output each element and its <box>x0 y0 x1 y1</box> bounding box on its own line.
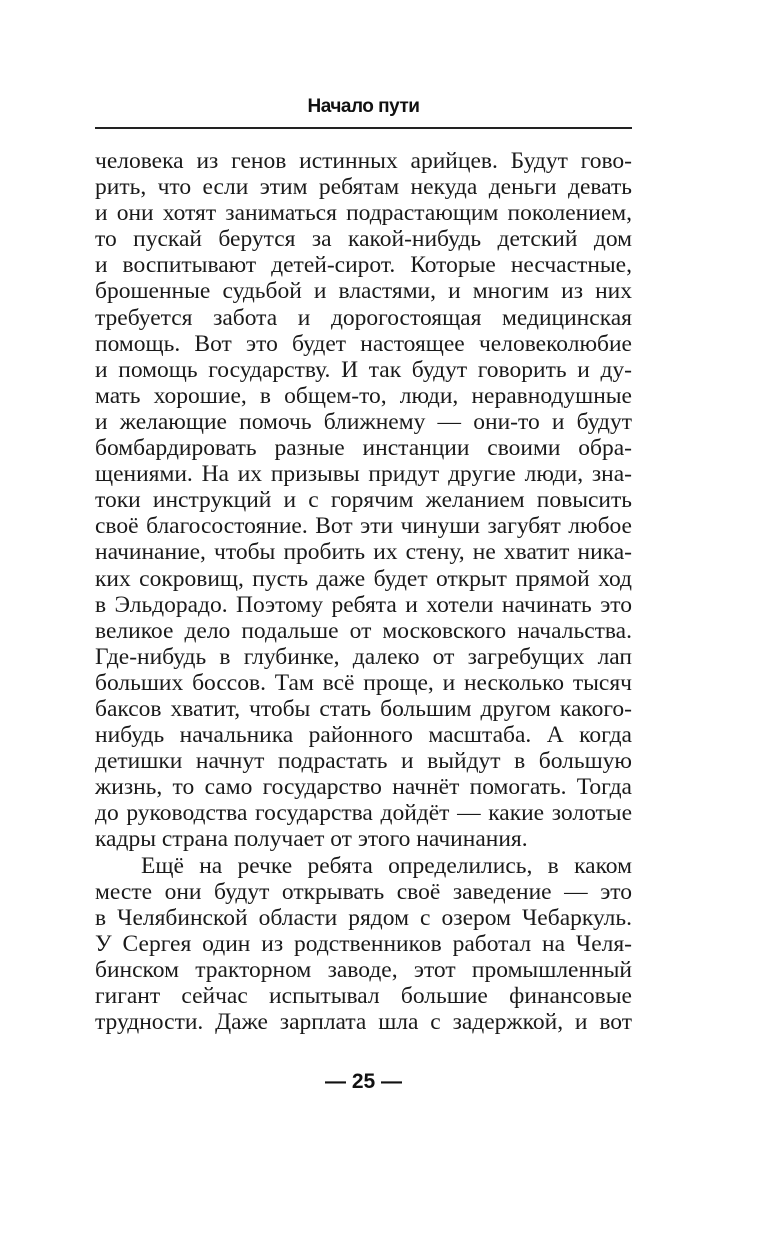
running-head-title: Начало пути <box>307 96 420 117</box>
text-line: бинском тракторном заводе, этот промышленный <box>95 956 632 983</box>
text-line: и помощь государству. И так будут говорить и ду- <box>95 356 632 383</box>
text-line: бомбардировать разные инстанции своими обра- <box>95 435 632 462</box>
text-line: мать хорошие, в общем-то, люди, неравнодушные <box>95 382 632 409</box>
text-line: и воспитывают детей-сирот. Которые несчастные, <box>95 252 632 279</box>
text-line: У Сергея один из родственников работал на Челя- <box>95 930 632 957</box>
text-line: великое дело подальше от московского начальства. <box>95 617 632 644</box>
text-line: брошенные судьбой и властями, и многим из них <box>95 278 632 305</box>
text-line: требуется забота и дорогостоящая медицинская <box>95 304 632 331</box>
text-line: рить, что если этим ребятам некуда деньги девать <box>95 174 632 201</box>
text-line: ких сокровищ, пусть даже будет открыт прямой ход <box>95 565 632 592</box>
body-text <box>95 148 632 1035</box>
text-line: больших боссов. Там всё проще, и несколько тысяч <box>95 669 632 696</box>
text-line: в Челябинской области рядом с озером Чебаркуль. <box>95 904 632 931</box>
text-line: до руководства государства дойдёт — какие золотые <box>95 800 632 827</box>
text-line: и они хотят заниматься подрастающим поколением, <box>95 200 632 227</box>
text-line: Где-нибудь в глубинке, далеко от загребущих лап <box>95 643 632 670</box>
text-line: помощь. Вот это будет настоящее человеколюбие <box>95 330 632 357</box>
text-line: детишки начнут подрастать и выйдут в большую <box>95 748 632 775</box>
text-line: человека из генов истинных арийцев. Будут гово- <box>95 148 632 174</box>
text-line: месте они будут открывать своё заведение — это <box>95 878 632 905</box>
text-line: нибудь начальника районного масштаба. А когда <box>95 722 632 749</box>
text-line: щениями. На их призывы придут другие люди, зна- <box>95 461 632 488</box>
page-number: — 25 — <box>324 1070 403 1093</box>
text-line: и желающие помочь ближнему — они-то и будут <box>95 408 632 435</box>
text-line: кадры страна получает от этого начинания. <box>95 826 528 853</box>
text-line: гигант сейчас испытывал большие финансовые <box>95 983 632 1009</box>
text-line: в Эльдорадо. Поэтому ребята и хотели начинать это <box>95 591 632 618</box>
header-rule <box>95 127 632 129</box>
text-line: трудности. Даже зарплата шла с задержкой, и вот <box>95 1009 632 1036</box>
text-line: то пускай берутся за какой-нибудь детский дом <box>95 226 632 253</box>
text-line: начинание, чтобы пробить их стену, не хватит ника- <box>95 539 632 566</box>
text-line: жизнь, то само государство начнёт помогать. Тогда <box>95 774 632 801</box>
text-line: своё благосостояние. Вот эти чинуши загубят любое <box>95 513 632 540</box>
text-line: Ещё на речке ребята определились, в каком <box>141 852 632 879</box>
text-line: баксов хватит, чтобы стать большим другом какого- <box>95 695 632 722</box>
text-line: токи инструкций и с горячим желанием повысить <box>95 487 632 514</box>
